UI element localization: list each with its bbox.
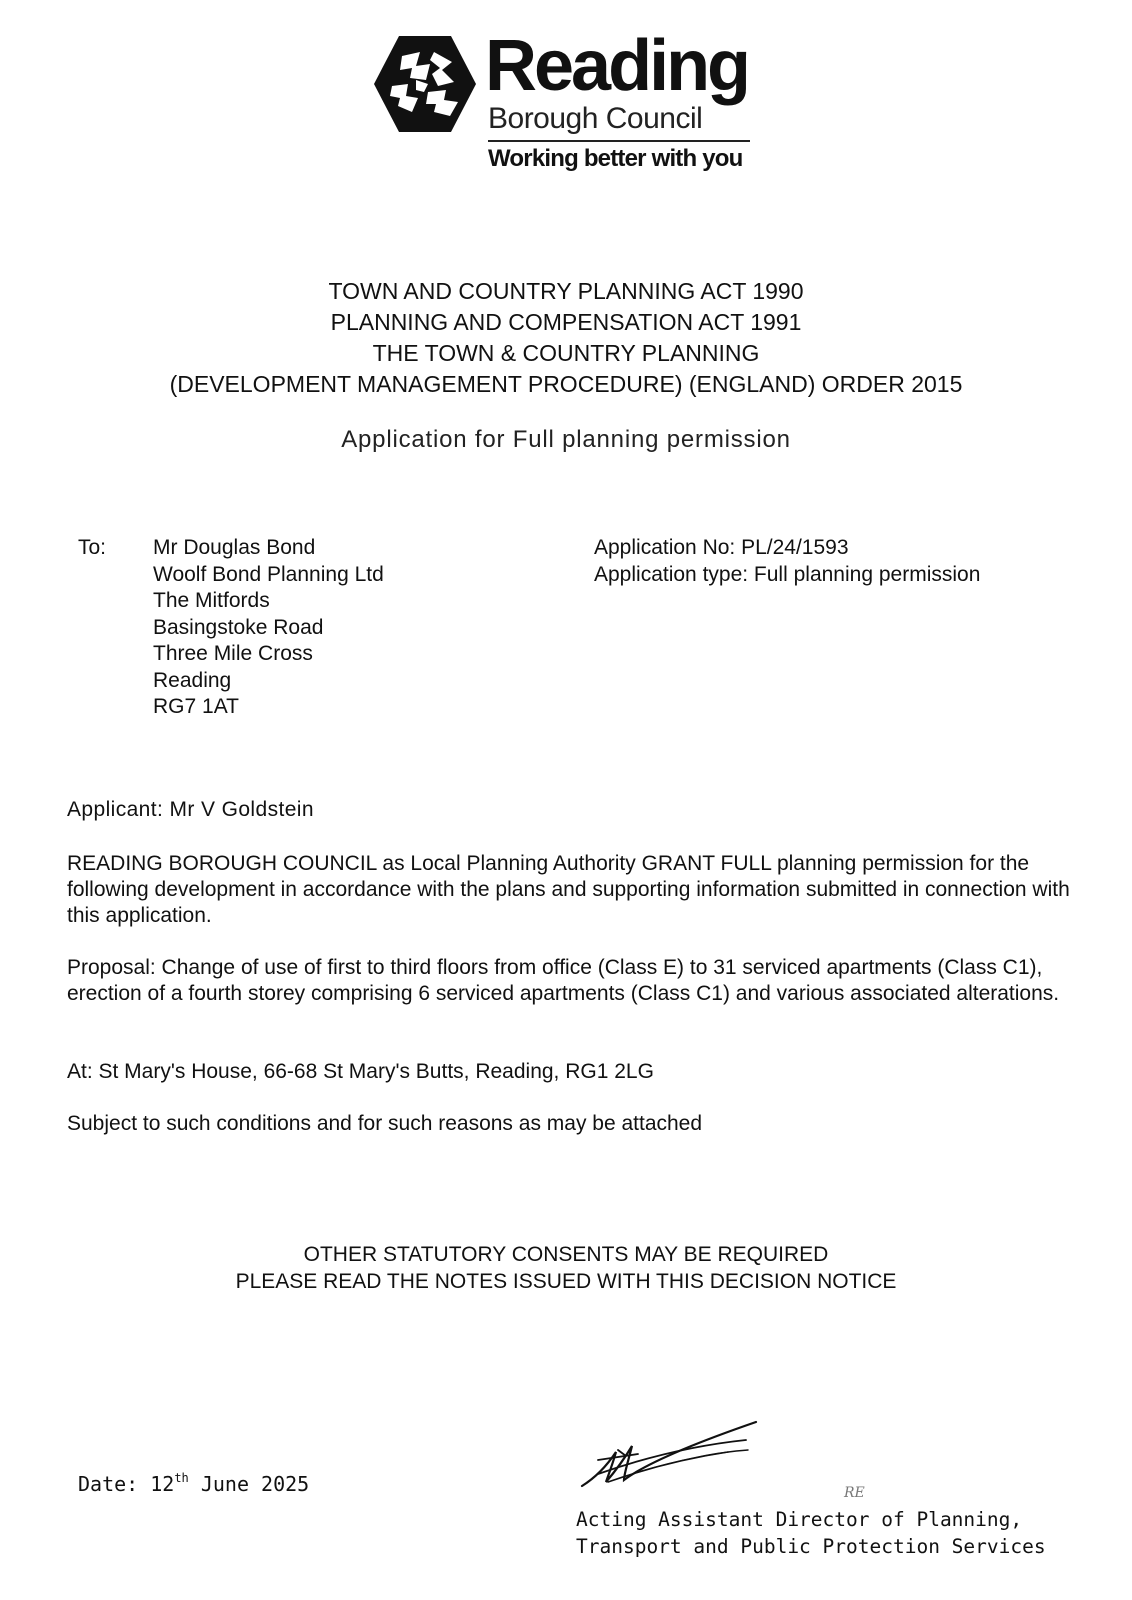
application-number: Application No: PL/24/1593 <box>594 536 849 559</box>
puzzle-hexagon-icon <box>372 34 478 134</box>
date-rest: June 2025 <box>188 1472 310 1496</box>
logo-tagline: Working better with you <box>488 145 743 172</box>
act-line: THE TOWN & COUNTRY PLANNING <box>372 340 760 366</box>
logo-divider <box>488 140 750 142</box>
act-line: PLANNING AND COMPENSATION ACT 1991 <box>330 309 802 335</box>
date-label: Date: 12 <box>78 1472 175 1496</box>
date-ordinal: th <box>174 1471 189 1485</box>
conditions-line: Subject to such conditions and for such reasons as may be attached <box>67 1112 703 1135</box>
application-title: Application for Full planning permission <box>341 426 791 453</box>
address-line: Three Mile Cross <box>153 642 313 665</box>
signature-image <box>578 1416 778 1494</box>
signatory-line: Acting Assistant Director of Planning, <box>576 1508 1023 1531</box>
address-line: Reading <box>153 668 232 692</box>
address-line: RG7 1AT <box>153 695 239 718</box>
recipient-address <box>153 535 384 721</box>
act-line: (DEVELOPMENT MANAGEMENT PROCEDURE) (ENGLAND) ORDER 2015 <box>169 371 963 397</box>
council-logo <box>372 26 762 175</box>
applicant-line: Applicant: Mr V Goldstein <box>67 798 314 821</box>
proposal-paragraph: Proposal: Change of use of first to third floors from office (Class E) to 31 serviced apartments (Class C1), erection of a fourth storey comprising 6 serviced apartments (Class C1) and various associated alterations. <box>67 956 1060 1005</box>
site-address: At: St Mary's House, 66-68 St Mary's Butts, Reading, RG1 2LG <box>67 1060 654 1083</box>
decision-date <box>78 1471 309 1497</box>
act-line: TOWN AND COUNTRY PLANNING ACT 1990 <box>328 278 804 304</box>
decision-paragraph: READING BOROUGH COUNCIL as Local Planning Authority GRANT FULL planning permission for the following development in accordance with the plans and supporting information submitted in connection with this application. <box>67 852 1070 927</box>
application-info <box>594 535 980 588</box>
legislation-heading <box>0 276 1132 400</box>
signature-initials: RE <box>844 1485 865 1501</box>
signatory-line: Transport and Public Protection Services <box>576 1535 1046 1558</box>
notice-line: OTHER STATUTORY CONSENTS MAY BE REQUIRED <box>303 1243 829 1266</box>
address-line: The Mitfords <box>153 589 270 612</box>
address-line: Mr Douglas Bond <box>153 536 316 559</box>
statutory-notice <box>0 1241 1132 1295</box>
signatory-title <box>576 1506 1046 1560</box>
application-type: Application type: Full planning permission <box>594 562 981 586</box>
notice-line: PLEASE READ THE NOTES ISSUED WITH THIS DECISION NOTICE <box>235 1270 897 1293</box>
address-line: Basingstoke Road <box>153 615 324 639</box>
logo-wordmark: Reading <box>485 26 749 106</box>
address-line: Woolf Bond Planning Ltd <box>153 562 384 586</box>
to-label: To: <box>78 536 107 559</box>
logo-subtitle: Borough Council <box>488 102 703 135</box>
